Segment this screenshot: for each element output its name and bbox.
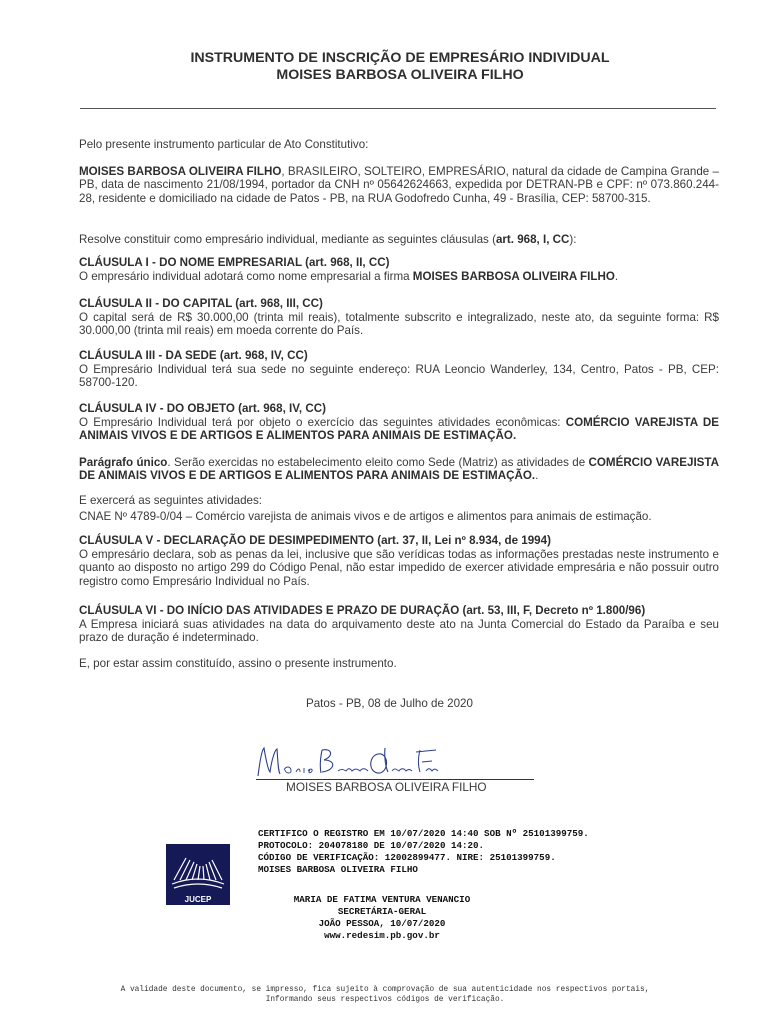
intro-text: Pelo presente instrumento particular de Ato Constitutivo:	[79, 138, 369, 151]
clause-1-text	[79, 270, 719, 283]
sole-paragraph-end: .	[535, 469, 539, 483]
certificate-protocol: PROTOCOLO: 204078180 DE 10/07/2020 14:20.	[258, 840, 485, 851]
clause-5-text: O empresário declara, sob as penas da lei, inclusive que são verídicas todas as informações prestadas neste instrumento e quanto ao disposto no artigo 299 do Código Penal, não estar impedido de exercer atividade empresária e não possuir outro registro como Empresário Individual no País.	[79, 548, 719, 588]
clause-4-activity: COMÉRCIO VAREJISTA DE ANIMAIS VIVOS E DE ARTIGOS E ALIMENTOS PARA ANIMAIS DE ESTIMAÇÃO.	[79, 416, 719, 443]
signer-name: MOISES BARBOSA OLIVEIRA FILHO	[286, 780, 487, 794]
clause-1-title: CLÁUSULA I - DO NOME EMPRESARIAL (art. 968, II, CC)	[79, 256, 390, 269]
registrar-website: www.redesim.pb.gov.br	[324, 930, 440, 941]
resolve-end: ):	[569, 233, 577, 246]
sole-paragraph	[79, 456, 719, 483]
clause-6-title: CLÁUSULA VI - DO INÍCIO DAS ATIVIDADES E PRAZO DE DURAÇÃO (art. 53, III, F, Decreto nº 1.800/96)	[79, 604, 646, 617]
resolve-text	[79, 233, 719, 246]
clause-2-title: CLÁUSULA II - DO CAPITAL (art. 968, III, CC)	[79, 297, 323, 310]
clause-3-title: CLÁUSULA III - DA SEDE (art. 968, IV, CC)	[79, 349, 308, 362]
clause-3-text: O Empresário Individual terá sua sede no seguinte endereço: RUA Leoncio Wanderley, 134, Centro, Patos - PB, CEP: 58700-120.	[79, 363, 719, 390]
title-divider	[80, 108, 716, 109]
party-name: MOISES BARBOSA OLIVEIRA FILHO	[79, 165, 282, 178]
registrar-city-date: JOÃO PESSOA, 10/07/2020	[318, 918, 446, 929]
sole-paragraph-label: Parágrafo único	[79, 456, 168, 469]
clause-1-name: MOISES BARBOSA OLIVEIRA FILHO	[412, 270, 615, 283]
sole-paragraph-activity: COMÉRCIO VAREJISTA DE ANIMAIS VIVOS E DE ARTIGOS E ALIMENTOS PARA ANIMAIS DE ESTIMAÇÃO.	[79, 456, 719, 483]
clause-2-text: O capital será de R$ 30.000,00 (trinta mil reais), totalmente subscrito e integralizado, neste ato, da seguinte forma: R$ 30.000,00 (trinta mil reais) em moeda corrente do País.	[79, 311, 719, 338]
resolve-ref: art. 968, I, CC	[495, 233, 570, 246]
resolve-lead: Resolve constituir como empresário individual, mediante as seguintes cláusulas (	[79, 233, 496, 246]
footer-line-1: A validade deste documento, se impresso, fica sujeito à comprovação de sua autenticidade nos respectivos portais,	[120, 986, 650, 994]
handwritten-signature	[250, 740, 450, 782]
clause-1-body: O empresário individual adotará como nome empresarial a firma	[79, 270, 413, 283]
party-details: , BRASILEIRO, SOLTEIRO, EMPRESÁRIO, natural da cidade de Campina Grande – PB, data de nascimento 21/08/1994, portador da CNH nº 05642624663, expedida por DETRAN-PB e CPF: nº 073.860.244-28, residente e domiciliado na cidade de Patos - PB, na RUA Godofredo Cunha, 49 - Brasília, CEP: 58700-315.	[79, 165, 719, 205]
place-date: Patos - PB, 08 de Julho de 2020	[306, 697, 473, 710]
clause-6-text: A Empresa iniciará suas atividades na data do arquivamento deste ato na Junta Comercial do Estado da Paraíba e seu prazo de duração é indeterminado.	[79, 618, 719, 645]
activities-intro: E exercerá as seguintes atividades:	[79, 494, 263, 507]
certificate-line-1: CERTIFICO O REGISTRO EM 10/07/2020 14:40 SOB Nº 25101399759.	[258, 828, 589, 839]
footer-note	[100, 985, 670, 1005]
closing-text: E, por estar assim constituído, assino o presente instrumento.	[79, 657, 397, 670]
jucep-emblem-icon	[166, 844, 230, 894]
party-qualification	[79, 165, 719, 205]
document-title: INSTRUMENTO DE INSCRIÇÃO DE EMPRESÁRIO INDIVIDUAL	[190, 50, 610, 66]
clause-4-text	[79, 416, 719, 443]
registrar-role: SECRETÁRIA-GERAL	[337, 906, 427, 917]
jucep-logo-text: JUCEP	[166, 894, 230, 905]
certificate-company: MOISES BARBOSA OLIVEIRA FILHO	[258, 864, 418, 875]
clause-1-end: .	[614, 270, 619, 283]
registrar-name: MARIA DE FATIMA VENTURA VENANCIO	[293, 894, 471, 905]
clause-4-title: CLÁUSULA IV - DO OBJETO (art. 968, IV, CC)	[79, 402, 326, 415]
sole-paragraph-body: . Serão exercidas no estabelecimento eleito como Sede (Matriz) as atividades de	[167, 456, 589, 469]
certificate-verification: CÓDIGO DE VERIFICAÇÃO: 12002899477. NIRE: 25101399759.	[258, 852, 556, 863]
document-subtitle: MOISES BARBOSA OLIVEIRA FILHO	[276, 67, 524, 83]
footer-line-2: Informando seus respectivos códigos de verificação.	[265, 996, 505, 1004]
clause-4-body: O Empresário Individual terá por objeto o exercício das seguintes atividades econômicas:	[79, 416, 566, 429]
cnae-line: CNAE Nº 4789-0/04 – Comércio varejista de animais vivos e de artigos e alimentos para animais de estimação.	[79, 510, 652, 523]
clause-5-title: CLÁUSULA V - DECLARAÇÃO DE DESIMPEDIMENTO (art. 37, II, Lei nº 8.934, de 1994)	[79, 534, 551, 547]
